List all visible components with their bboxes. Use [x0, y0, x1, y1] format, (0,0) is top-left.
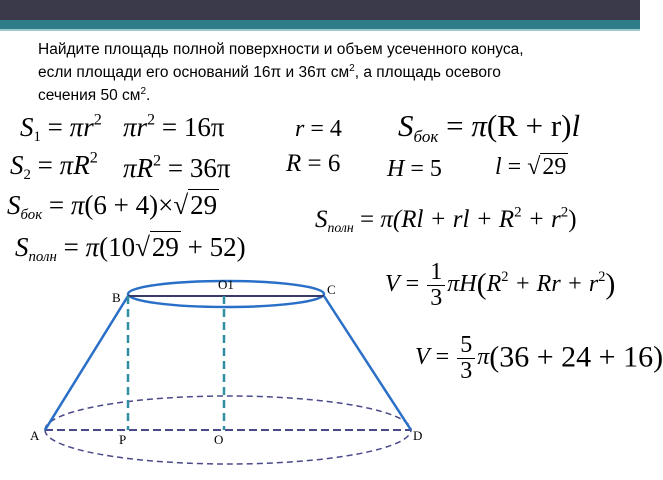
- equals-sign: =: [161, 112, 178, 142]
- problem-line-2-c: см: [326, 64, 350, 82]
- sbok-substitution: (6 + 4)×: [84, 190, 174, 220]
- pi-symbol: π: [471, 108, 487, 143]
- point-label-o1: O1: [218, 277, 234, 292]
- exponent: 2: [501, 269, 509, 286]
- subscript-poln: полн: [28, 249, 57, 266]
- point-label-c: C: [327, 282, 336, 297]
- spoln-general-body: (Rl + rl + R: [392, 206, 515, 233]
- symbol-r-capital: R: [486, 271, 502, 298]
- subscript: 2: [23, 167, 31, 184]
- value-36pi: 36π: [189, 153, 231, 183]
- symbol-s: S: [398, 108, 414, 143]
- pi-symbol: π: [477, 344, 490, 371]
- pi-symbol: π: [270, 64, 282, 82]
- symbol-s: S: [7, 190, 21, 220]
- root-29: 29: [190, 190, 218, 220]
- equals-sign: =: [435, 344, 450, 371]
- symbol-h: H: [459, 271, 477, 298]
- exponent: 2: [140, 86, 146, 98]
- denominator: 3: [430, 285, 443, 312]
- symbol-r-capital: R: [73, 150, 90, 180]
- numerator: 5: [457, 333, 475, 359]
- point-label-b: B: [112, 290, 121, 305]
- equals-sign: =: [446, 108, 464, 143]
- point-label-a: A: [30, 428, 40, 443]
- sbok-general-body: (R + r): [486, 108, 572, 143]
- pi-symbol: π: [315, 64, 327, 82]
- exponent: 2: [598, 269, 606, 286]
- symbol-s: S: [20, 112, 34, 142]
- sqrt-icon: √: [527, 154, 541, 180]
- pi-symbol: π: [380, 206, 393, 233]
- value-16pi: 16π: [183, 112, 225, 142]
- problem-line-2-a: если площади его оснований 16: [38, 64, 271, 82]
- symbol-s: S: [15, 232, 29, 262]
- numerator: 1: [427, 260, 445, 286]
- pi-symbol: π: [123, 112, 137, 142]
- slant-edge-ab: [45, 296, 128, 430]
- exponent: 2: [514, 204, 522, 221]
- problem-line-3-a: сечения 50 см: [38, 87, 141, 105]
- R-value: = 6: [307, 150, 341, 177]
- exponent: 2: [349, 63, 355, 74]
- slant-edge-cd: [324, 296, 411, 430]
- sqrt-icon: √: [135, 232, 150, 262]
- bottom-base-front-arc: [45, 430, 411, 464]
- exponent: 2: [560, 204, 569, 221]
- pi-symbol: π: [123, 153, 137, 183]
- equals-sign: =: [63, 232, 79, 262]
- denominator: 3: [460, 358, 473, 385]
- point-label-d: D: [413, 428, 423, 443]
- exponent: 2: [93, 110, 102, 129]
- subscript-bok: бок: [413, 126, 439, 146]
- equals-sign: =: [507, 154, 522, 180]
- problem-line-1: Найдите площадь полной поверхности и объем усеченного конуса,: [38, 41, 524, 58]
- pi-symbol: π: [69, 112, 84, 142]
- symbol-s: S: [10, 150, 24, 180]
- equals-sign: =: [37, 150, 53, 180]
- equals-sign: =: [405, 271, 420, 298]
- symbol-l: l: [495, 154, 502, 180]
- r-value: = 4: [310, 116, 342, 142]
- spoln-value-prefix: (10: [99, 232, 136, 262]
- exponent: 2: [89, 148, 98, 167]
- pi-symbol: π: [70, 190, 85, 220]
- symbol-r-capital: R: [286, 150, 302, 177]
- open-paren: (: [476, 267, 487, 301]
- equals-sign: =: [359, 206, 375, 233]
- problem-line-2-b: и 36: [281, 64, 316, 82]
- root-29: 29: [542, 154, 567, 180]
- symbol-r: r: [295, 116, 305, 142]
- subscript-bok: бок: [20, 207, 43, 224]
- spoln-general-mid: + r: [521, 206, 561, 233]
- close-paren: ): [605, 267, 616, 301]
- equals-sign: =: [167, 153, 184, 183]
- equals-sign: =: [47, 112, 63, 142]
- root-29: 29: [151, 232, 179, 262]
- exponent: 2: [153, 151, 162, 170]
- sqrt-icon: √: [173, 190, 189, 220]
- symbol-v: V: [385, 271, 400, 298]
- symbol-l: l: [571, 108, 581, 143]
- problem-line-3-b: .: [146, 87, 151, 105]
- symbol-r-capital: R: [136, 153, 154, 183]
- bottom-base-back-arc: [45, 396, 411, 430]
- symbol-v: V: [415, 344, 430, 371]
- symbol-h: H: [387, 156, 405, 182]
- symbol-s: S: [315, 206, 328, 233]
- volume-general-mid: + Rr + r: [508, 271, 599, 298]
- point-label-p: P: [119, 432, 127, 447]
- equals-sign: =: [48, 190, 65, 220]
- subscript-poln: полн: [327, 219, 354, 235]
- symbol-r: r: [83, 112, 94, 142]
- subscript: 1: [33, 129, 41, 146]
- H-value: = 5: [410, 156, 442, 182]
- pi-symbol: π: [447, 271, 460, 298]
- problem-line-2-d: , а площадь осевого: [354, 64, 501, 82]
- exponent: 2: [147, 110, 156, 129]
- pi-symbol: π: [85, 232, 100, 262]
- symbol-r: r: [136, 112, 148, 142]
- point-label-o: O: [214, 432, 224, 447]
- close-paren: ): [568, 206, 577, 233]
- spoln-value-suffix: + 52): [180, 232, 246, 262]
- volume-value-body: (36 + 24 + 16): [489, 340, 663, 374]
- pi-symbol: π: [59, 150, 74, 180]
